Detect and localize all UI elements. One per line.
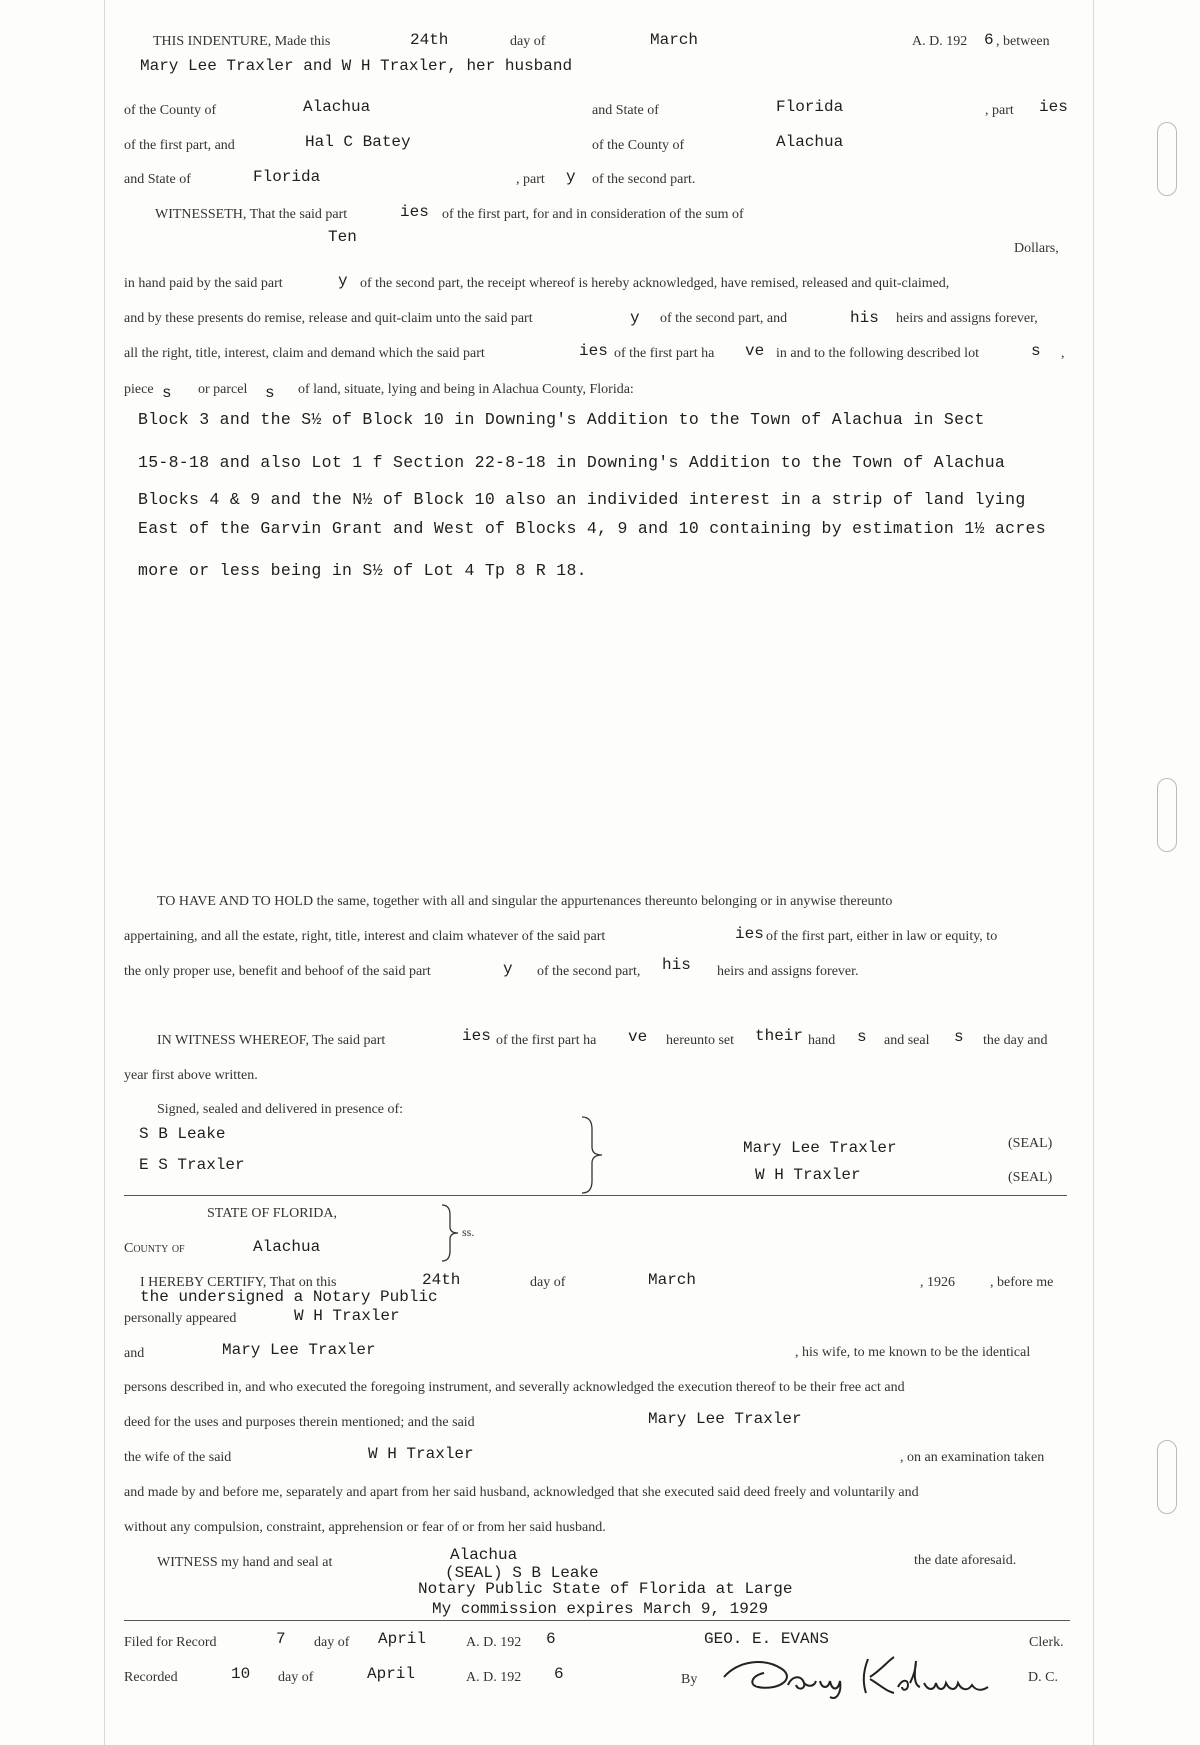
- county-first-party: Alachua: [303, 98, 371, 116]
- habendum-line-3b: of the second part,: [537, 964, 641, 979]
- county-second-party: Alachua: [776, 133, 844, 151]
- habendum-line-3a: the only proper use, benefit and behoof of the said part: [124, 964, 431, 979]
- habendum-suffix-2: ies: [735, 925, 764, 943]
- habendum-pronoun: his: [662, 956, 691, 974]
- first-part-label: of the first part, and: [124, 138, 235, 153]
- clerk-label: Clerk.: [1029, 1635, 1064, 1650]
- ack-state-label: STATE OF FLORIDA,: [207, 1206, 337, 1221]
- witnesseth-lot-s: s: [1031, 342, 1041, 360]
- filed-day-of-label: day of: [314, 1635, 350, 1650]
- punch-hole-icon: [1157, 1440, 1177, 1514]
- witnesseth-suffix-2: y: [338, 272, 348, 290]
- ss-label: ss.: [462, 1225, 475, 1239]
- witnesseth-suffix-4: ies: [579, 342, 608, 360]
- ack-date-aforesaid-label: the date aforesaid.: [914, 1553, 1017, 1568]
- filed-ad-label: A. D. 192: [466, 1635, 522, 1650]
- state-second-party: Florida: [253, 168, 321, 186]
- filed-year: 6: [546, 1630, 556, 1648]
- dc-label: D. C.: [1028, 1670, 1058, 1685]
- ack-officer: the undersigned a Notary Public: [140, 1288, 438, 1306]
- filed-day: 7: [276, 1630, 286, 1648]
- witnesseth-ve: ve: [745, 342, 765, 360]
- habendum-line-2a: appertaining, and all the estate, right, title, interest and claim whatever of the said part: [124, 929, 606, 944]
- notary-seal-line: (SEAL) S B Leake: [445, 1564, 599, 1582]
- ack-month: March: [648, 1271, 697, 1289]
- ack-place: Alachua: [450, 1546, 518, 1564]
- state-of-label: and State of: [592, 103, 659, 118]
- between-label: , between: [996, 34, 1050, 49]
- recorded-label: Recorded: [124, 1670, 178, 1685]
- state-of-label-2: and State of: [124, 172, 191, 187]
- witnesseth-line-4a: all the right, title, interest, claim and demand which the said part: [124, 346, 485, 361]
- consideration-amount: Ten: [328, 228, 357, 246]
- ack-county-label: County of: [124, 1241, 185, 1256]
- witness-hands-s: s: [857, 1028, 867, 1046]
- signer-name-1: Mary Lee Traxler: [743, 1139, 897, 1157]
- witnesseth-comma: ,: [1061, 346, 1065, 361]
- deputy-clerk-signature: [718, 1647, 1008, 1703]
- signature-divider: [124, 1195, 1067, 1196]
- dollars-label: Dollars,: [1014, 241, 1059, 256]
- witnesseth-line-5c: of land, situate, lying and being in Alachua County, Florida:: [298, 382, 634, 397]
- witness-line-1b: of the first part ha: [496, 1033, 597, 1048]
- witness-brace-icon: [580, 1115, 604, 1195]
- witness-line-2: year first above written.: [124, 1068, 258, 1083]
- ack-examination-label: , on an examination taken: [900, 1450, 1045, 1465]
- notary-title-line: Notary Public State of Florida at Large: [418, 1580, 793, 1598]
- witnesseth-line-3b: of the second part, and: [660, 311, 788, 326]
- witnesseth-pronoun: his: [850, 309, 879, 327]
- ack-county: Alachua: [253, 1238, 321, 1256]
- signer-name-2: W H Traxler: [755, 1166, 861, 1184]
- description-line-2: 15-8-18 and also Lot 1 f Section 22-8-18 in Downing's Addition to the Town of Alachua: [138, 453, 1006, 472]
- ad-label: A. D. 192: [912, 34, 968, 49]
- witness-seals-s: s: [954, 1028, 964, 1046]
- witnesseth-line-3a: and by these presents do remise, release and quit-claim unto the said part: [124, 311, 533, 326]
- ack-deed-line: deed for the uses and purposes therein mentioned; and the said: [124, 1415, 475, 1430]
- ack-personally-label: personally appeared: [124, 1311, 237, 1326]
- ack-brace-icon: [440, 1203, 460, 1263]
- ack-his-wife-label: , his wife, to me known to be the identical: [795, 1345, 1031, 1360]
- grantors-names: Mary Lee Traxler and W H Traxler, her husband: [140, 57, 573, 75]
- signed-in-presence-label: Signed, sealed and delivered in presence of:: [157, 1102, 404, 1117]
- habendum-line-3c: heirs and assigns forever.: [717, 964, 859, 979]
- witness-line-1a: IN WITNESS WHEREOF, The said part: [157, 1033, 386, 1048]
- of-county-label-2: of the County of: [592, 138, 685, 153]
- recorded-month: April: [367, 1665, 416, 1683]
- ack-certify-label: I HEREBY CERTIFY, That on this: [140, 1275, 337, 1290]
- punch-hole-icon: [1157, 122, 1177, 196]
- ack-husband-name: W H Traxler: [294, 1307, 400, 1325]
- recorded-year: 6: [554, 1665, 564, 1683]
- grantee-name: Hal C Batey: [305, 133, 411, 151]
- state-first-party: Florida: [776, 98, 844, 116]
- day-of-label: day of: [510, 34, 546, 49]
- indenture-year: 6: [984, 31, 994, 49]
- witness-name-2: E S Traxler: [139, 1156, 245, 1174]
- witness-name-1: S B Leake: [139, 1125, 226, 1143]
- recorded-ad-label: A. D. 192: [466, 1670, 522, 1685]
- description-line-1: Block 3 and the S½ of Block 10 in Downing's Addition to the Town of Alachua in Sect: [138, 410, 985, 429]
- second-part-label: of the second part.: [592, 172, 696, 187]
- seal-label-2: (SEAL): [1008, 1170, 1053, 1185]
- witness-suffix: ies: [462, 1027, 491, 1045]
- ack-wife-of-label: the wife of the said: [124, 1450, 232, 1465]
- seal-label-1: (SEAL): [1008, 1136, 1053, 1151]
- witnesseth-suffix-1: ies: [400, 203, 429, 221]
- ack-made-line: and made by and before me, separately and apart from her said husband, acknowledged that she executed said deed freely and voluntarily and: [124, 1485, 919, 1500]
- witness-ve: ve: [628, 1028, 648, 1046]
- notary-commission-line: My commission expires March 9, 1929: [432, 1600, 769, 1618]
- witnesseth-line-5a: piece: [124, 382, 154, 397]
- ack-without-line: without any compulsion, constraint, apprehension or fear of or from her said husband.: [124, 1520, 606, 1535]
- ack-wife-name: Mary Lee Traxler: [222, 1341, 376, 1359]
- left-margin-rule: [104, 0, 105, 1745]
- description-line-5: more or less being in S½ of Lot 4 Tp 8 R 18.: [138, 561, 587, 580]
- ack-day: 24th: [422, 1271, 461, 1289]
- witnesseth-suffix-3: y: [630, 309, 640, 327]
- ack-persons-line: persons described in, and who executed the foregoing instrument, and severally acknowledged the execution thereof to be their free act and: [124, 1380, 905, 1395]
- witnesseth-line-4b: of the first part ha: [614, 346, 715, 361]
- by-label: By: [681, 1672, 698, 1687]
- habendum-line-1: TO HAVE AND TO HOLD the same, together with all and singular the appurtenances thereunto belonging or in anywise thereunto: [157, 894, 893, 909]
- witness-line-1f: the day and: [983, 1033, 1048, 1048]
- ack-year: , 1926: [920, 1275, 955, 1290]
- filed-label: Filed for Record: [124, 1635, 217, 1650]
- witness-line-1e: and seal: [884, 1033, 930, 1048]
- indenture-day: 24th: [410, 31, 449, 49]
- ack-before-me-label: , before me: [990, 1275, 1054, 1290]
- ack-witness-hand-label: WITNESS my hand and seal at: [157, 1555, 333, 1570]
- part-suffix: ies: [1039, 98, 1068, 116]
- witness-their: their: [755, 1027, 804, 1045]
- witnesseth-line-4c: in and to the following described lot: [776, 346, 979, 361]
- witness-line-1c: hereunto set: [666, 1033, 735, 1048]
- punch-hole-icon: [1157, 778, 1177, 852]
- witnesseth-line-5b: or parcel: [198, 382, 248, 397]
- witnesseth-piece-s: s: [162, 384, 172, 402]
- witnesseth-parcel-s: s: [265, 384, 275, 402]
- witnesseth-line-1a: WITNESSETH, That the said part: [155, 207, 348, 222]
- recorded-day: 10: [231, 1665, 251, 1683]
- ack-day-of-label: day of: [530, 1275, 566, 1290]
- part-label-2: , part: [516, 172, 545, 187]
- witnesseth-line-2b: of the second part, the receipt whereof is hereby acknowledged, have remised, released and quit-claimed,: [360, 276, 950, 291]
- witness-line-1d: hand: [808, 1033, 836, 1048]
- ack-wife-name-2: Mary Lee Traxler: [648, 1410, 802, 1428]
- filed-month: April: [378, 1630, 427, 1648]
- habendum-suffix-3: y: [503, 960, 513, 978]
- description-line-3: Blocks 4 & 9 and the N½ of Block 10 also an individed interest in a strip of land lying: [138, 490, 1026, 509]
- part-suffix-2: y: [566, 168, 576, 186]
- indenture-month: March: [650, 31, 699, 49]
- right-margin-rule: [1093, 0, 1094, 1745]
- ack-husband-name-2: W H Traxler: [368, 1445, 474, 1463]
- part-label: , part: [985, 103, 1014, 118]
- indenture-label: THIS INDENTURE, Made this: [153, 34, 331, 49]
- witnesseth-line-1b: of the first part, for and in consideration of the sum of: [442, 207, 744, 222]
- witnesseth-line-2a: in hand paid by the said part: [124, 276, 283, 291]
- ack-and-label: and: [124, 1346, 145, 1361]
- description-line-4: East of the Garvin Grant and West of Blocks 4, 9 and 10 containing by estimation 1½ acres: [138, 519, 1046, 538]
- witnesseth-line-3c: heirs and assigns forever,: [896, 311, 1038, 326]
- recorded-day-of-label: day of: [278, 1670, 314, 1685]
- of-county-label: of the County of: [124, 103, 217, 118]
- record-divider: [124, 1620, 1070, 1621]
- habendum-line-2b: of the first part, either in law or equity, to: [766, 929, 998, 944]
- clerk-name: GEO. E. EVANS: [704, 1630, 829, 1648]
